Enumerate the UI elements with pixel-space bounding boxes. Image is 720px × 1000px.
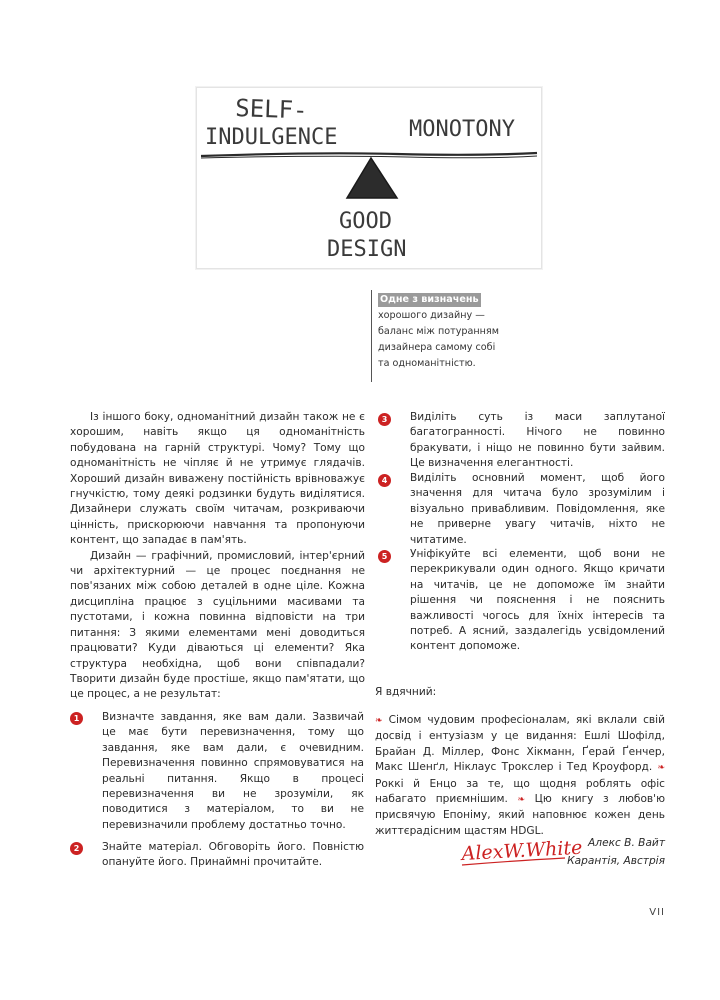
svg-text:AlexW.White: AlexW.White	[461, 836, 583, 865]
list-item: Виділіть основний момент, щоб його значення для читача було зрозумілим і візуально привабливим. Повідомлення, яке не приверне увагу читачів, ніхто не читатиме.	[410, 472, 665, 546]
item-number-badge: 4	[378, 474, 391, 487]
author-name: Алекс В. Вайт	[588, 837, 665, 849]
author-signature-block	[567, 834, 665, 870]
sketch-label-good: GOOD	[339, 209, 392, 234]
fulcrum-triangle	[347, 158, 397, 198]
sketch-label-monotony: MONOTONY	[409, 117, 515, 142]
sketch-caption	[378, 292, 518, 372]
caption-line: дизайнера самому собі	[378, 342, 496, 353]
sketch-label-self: SELF-	[234, 94, 308, 125]
page-number: VII	[649, 907, 665, 918]
list-item: Уніфікуйте всі елементи, щоб вони не перекрикували один одного. Якщо кричати на читачів, це не допоможе їм знайти рішення чи пояснення і не пояснить важливості чогось для їхніх інтересів та потреб. А ясний, заздалегідь усвідомлений контент допоможе.	[410, 548, 665, 653]
handwritten-signature	[460, 832, 583, 872]
balance-drawing	[197, 88, 541, 268]
caption-highlight: Одне з визначень	[380, 294, 479, 305]
acknowledgements-label: Я вдячний:	[375, 686, 437, 698]
leaf-bullet-icon: ❧	[517, 795, 526, 806]
list-item: Виділіть суть із маси заплутаної багатогранності. Нічого не повинно бракувати, і ніщо не повинно бути зайвим. Це визначення елегантності.	[410, 411, 665, 470]
list-item: Знайте матеріал. Обговоріть його. Повністю опануйте його. Принаймні прочитайте.	[102, 841, 364, 869]
balance-beam	[201, 153, 537, 156]
caption-line: та одноманітністю.	[378, 358, 476, 369]
item-number-badge: 2	[70, 842, 83, 855]
acknowledgement-part: Роккі й Енцо за те, що щодня роблять офіс набагато приємнішим.	[375, 777, 665, 806]
sketch-label-design: DESIGN	[327, 237, 407, 262]
caption-line: хорошого дизайну —	[378, 310, 485, 321]
body-paragraph: Дизайн — графічний, промисловий, інтер'єрний чи архітектурний — це процес поєднання не пов'язаних між собою деталей в одне ціле. Кожна дисципліна працює з суцільними масивами та пустотами, і кожна повинна відповісти на три питання: З якими елементами мені доводиться працювати? Куди діваються ці елементи? Яка структура необхідна, щоб вони співпадали? Творити дизайн буде простіше, якщо пам'ятати, що це процес, а не результат:	[70, 549, 365, 701]
acknowledgement-part: Цю книгу з любов'ю присвячую Епоніму, який наповнює кожен день життєрадісним щастям HDGL.	[375, 793, 666, 837]
list-item: Визначте завдання, яке вам дали. Зазвичай це має бути перевизначення, тому що завдання, яке вам дали, є очевидним. Перевизначення повинно спрямовуватися на реальні питання. Якщо в процесі перевизначення ви не зрозуміли, як поводитися з матеріалом, то ви не перевизначили проблему достатньо точно.	[102, 711, 364, 831]
item-number-badge: 5	[378, 550, 391, 563]
body-paragraph: Із іншого боку, одноманітний дизайн також не є хорошим, навіть якщо ця одноманітність побудована на гарній структурі. Чому? Тому що одноманітність не чіпляє й не утримує глядачів. Хороший дизайн виважену постійність врівноважує гнучкістю, тому деякі родзинки будуть виділятися. Дизайнери служать своїм читачам, розкриваючи цінність, прискорюючи навчання та пропонуючи контент, що западає в пам'ять.	[70, 411, 365, 547]
caption-rule	[371, 290, 372, 382]
left-column	[70, 410, 365, 703]
acknowledgement-part: Сімом чудовим професіоналам, які вклали свій досвід і ентузіазм у це видання: Ешлі Шофілд, Брайан Д. Міллер, Фонс Хікманн, Ґерай Ґенчер, Макс Шенґл, Ніклаус Трокслер і Тед Кроуфорд.	[375, 714, 665, 774]
sketch-label-indulgence: INDULGENCE	[205, 125, 338, 150]
caption-line: баланс між потуранням	[378, 326, 499, 337]
item-number-badge: 3	[378, 413, 391, 426]
acknowledgements-text	[375, 713, 665, 839]
author-place: Карантія, Австрія	[567, 855, 665, 867]
leaf-bullet-icon: ❧	[375, 716, 383, 726]
design-balance-sketch	[196, 87, 542, 269]
leaf-bullet-icon: ❧	[657, 763, 666, 774]
item-number-badge: 1	[70, 712, 83, 725]
